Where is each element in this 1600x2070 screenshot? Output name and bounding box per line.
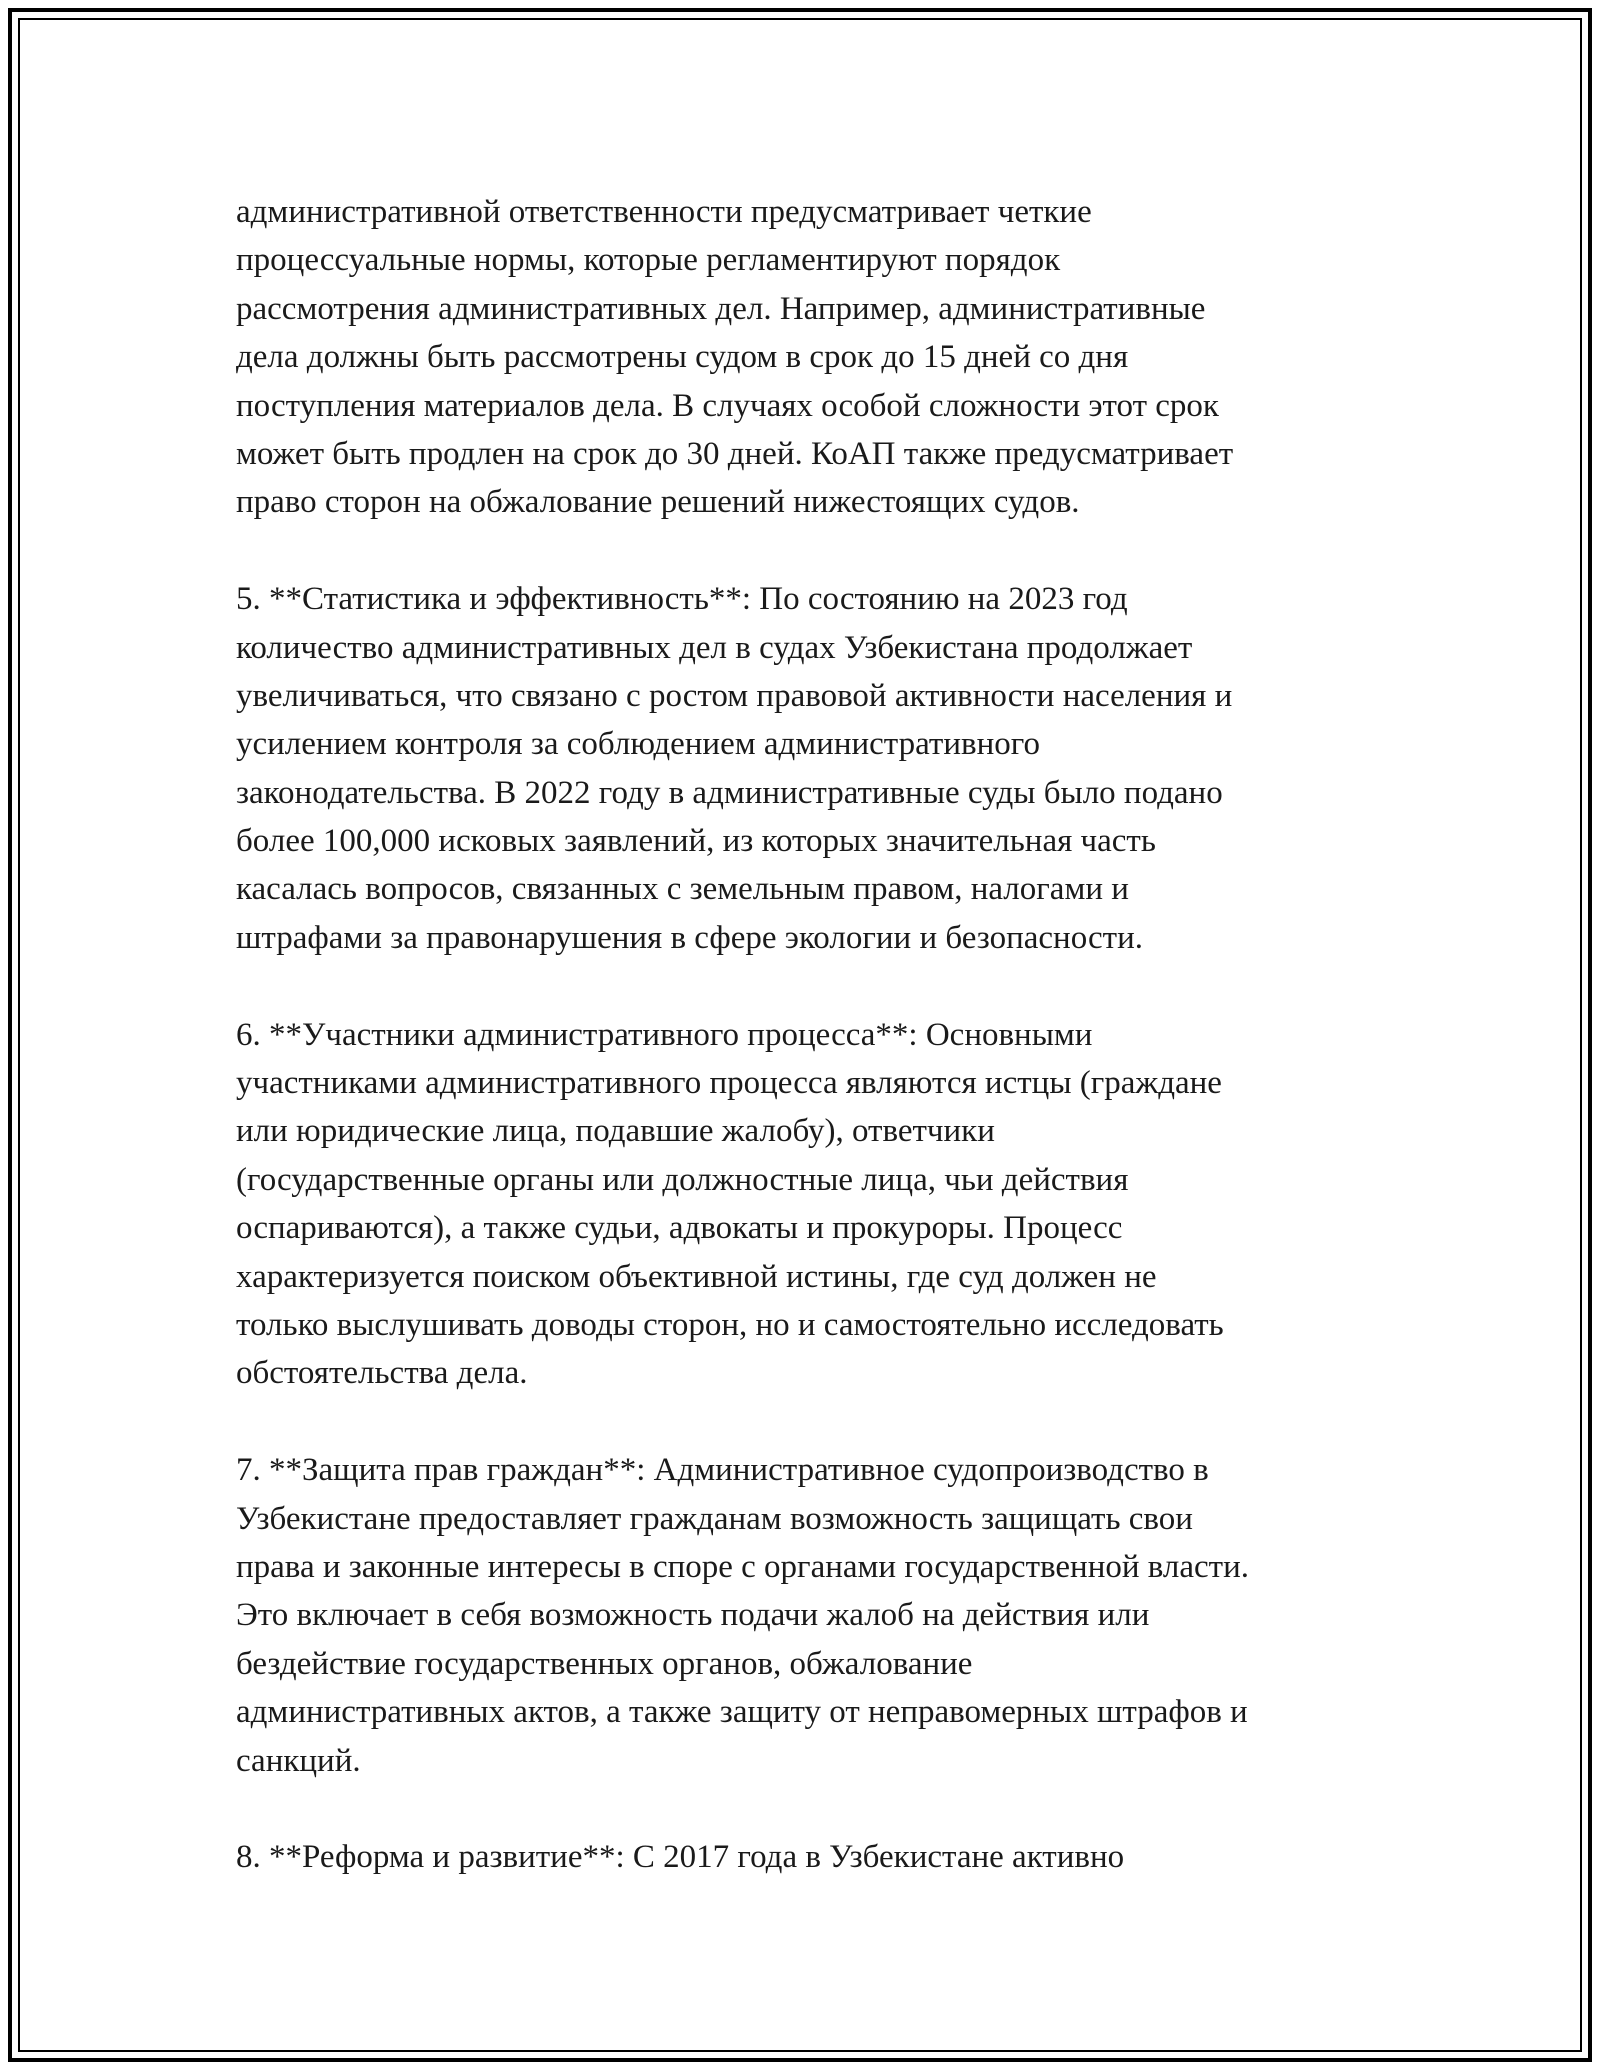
text-line: 8. **Реформа и развитие**: С 2017 года в Узбекистане активно [236, 1839, 1125, 1876]
text-line: обстоятельства дела. [236, 1355, 528, 1392]
text-line: касалась вопросов, связанных с земельным правом, налогами и [236, 871, 1129, 908]
text-line: только выслушивать доводы сторон, но и самостоятельно исследовать [236, 1306, 1224, 1343]
text-line: участниками административного процесса являются истцы (граждане [236, 1065, 1222, 1102]
text-line: права и законные интересы в споре с органами государственной власти. [236, 1548, 1250, 1585]
text-line: 5. **Статистика и эффективность**: По состоянию на 2023 год [236, 581, 1128, 618]
text-line: бездействие государственных органов, обжалование [236, 1645, 973, 1682]
text-line: Узбекистане предоставляет гражданам возможность защищать свои [236, 1500, 1193, 1537]
text-line: процессуальные нормы, которые регламентируют порядок [236, 242, 1061, 279]
text-line: рассмотрения административных дел. Например, административные [236, 290, 1206, 327]
document-body [236, 188, 1396, 1930]
text-line: более 100,000 исковых заявлений, из которых значительная часть [236, 823, 1156, 860]
text-line: Это включает в себя возможность подачи жалоб на действия или [236, 1597, 1150, 1634]
text-line: административной ответственности предусматривает четкие [236, 194, 1092, 230]
text-line: (государственные органы или должностные лица, чьи действия [236, 1161, 1129, 1198]
paragraph [236, 1446, 1396, 1785]
text-line: увеличиваться, что связано с ростом правовой активности населения и [236, 677, 1233, 714]
text-line: штрафами за правонарушения в сфере экологии и безопасности. [236, 919, 1144, 956]
text-line: 7. **Защита прав граждан**: Административное судопроизводство в [236, 1452, 1209, 1489]
paragraph [236, 1011, 1396, 1398]
paragraph [236, 188, 1396, 527]
text-line: может быть продлен на срок до 30 дней. КоАП также предусматривает [236, 435, 1234, 472]
text-line: поступления материалов дела. В случаях особой сложности этот срок [236, 387, 1219, 424]
text-line: или юридические лица, подавшие жалобу), ответчики [236, 1113, 995, 1150]
text-line: усилением контроля за соблюдением административного [236, 726, 1040, 763]
text-line: оспариваются), а также судьи, адвокаты и прокуроры. Процесс [236, 1210, 1123, 1247]
text-line: дела должны быть рассмотрены судом в срок до 15 дней со дня [236, 339, 1129, 376]
text-line: административных актов, а также защиту от неправомерных штрафов и [236, 1694, 1248, 1731]
text-line: законодательства. В 2022 году в административные суды было подано [236, 774, 1223, 811]
text-line: характеризуется поиском объективной истины, где суд должен не [236, 1258, 1157, 1295]
paragraph [236, 1833, 1396, 1881]
text-line: количество административных дел в судах Узбекистана продолжает [236, 629, 1193, 666]
text-line: право сторон на обжалование решений нижестоящих судов. [236, 484, 1080, 521]
text-line: 6. **Участники административного процесса**: Основными [236, 1016, 1093, 1053]
text-line: санкций. [236, 1742, 361, 1779]
paragraph [236, 575, 1396, 962]
